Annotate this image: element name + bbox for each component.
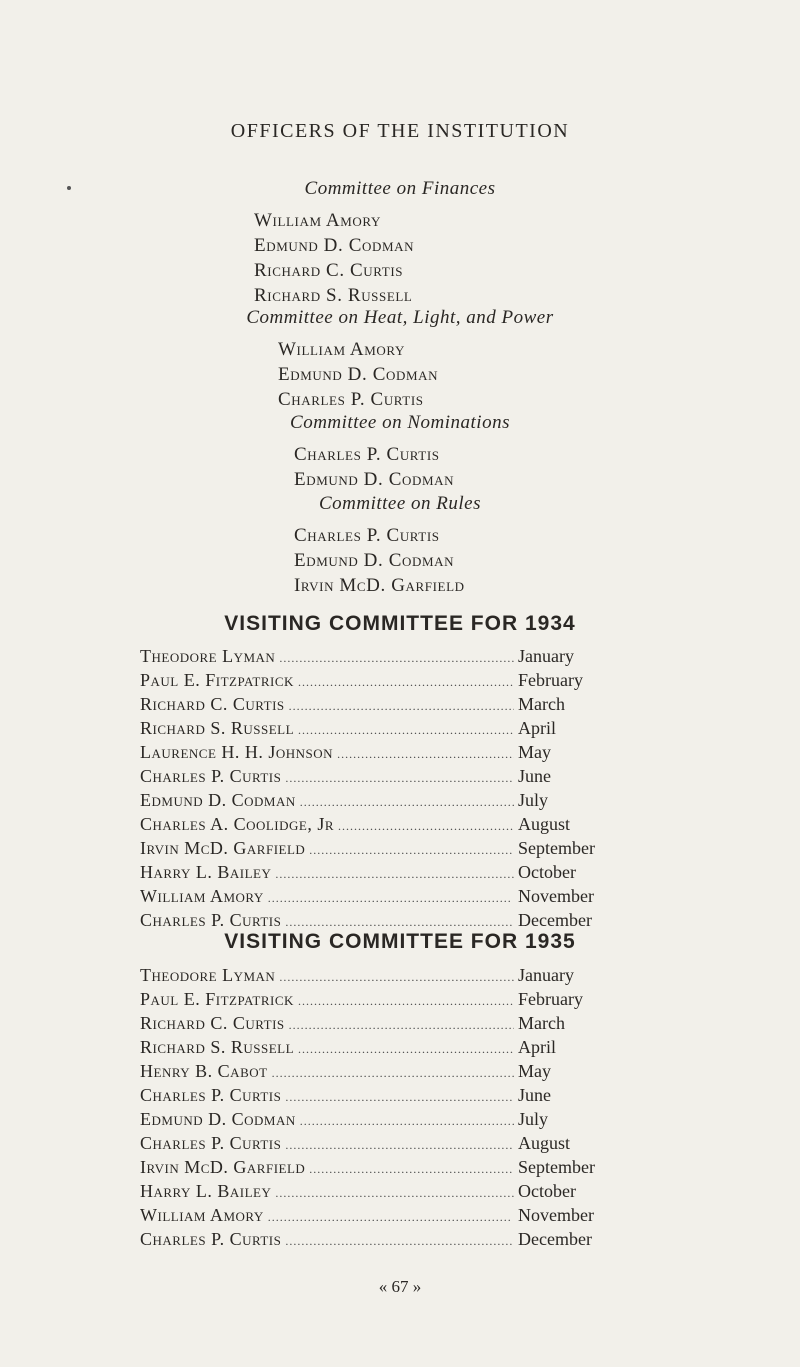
leader-dots [285,1138,514,1153]
committee-nominations [0,412,800,492]
visiting-1934-header: VISITING COMMITTEE FOR 1934 [224,612,576,635]
leader-dots [275,867,514,882]
leader-dots [285,915,514,930]
visiting-row [140,1037,620,1061]
leader-dots [285,771,514,786]
leader-dots [289,1018,514,1033]
visiting-name: Richard S. Russell [140,1037,295,1057]
visiting-name: Irvin McD. Garfield [140,1157,306,1177]
visiting-row [140,790,620,814]
visiting-name: Richard C. Curtis [140,694,285,714]
committee-member: Charles P. Curtis [278,389,424,410]
leader-dots [298,723,514,738]
leader-dots [309,843,514,858]
visiting-month: March [518,1013,565,1033]
visiting-row [140,1109,620,1133]
visiting-month: December [518,910,592,930]
visiting-month: September [518,838,595,858]
leader-dots [338,819,514,834]
visiting-name: Theodore Lyman [140,965,276,985]
visiting-row [140,718,620,742]
visiting-month: April [518,1037,556,1057]
visiting-month: March [518,694,565,714]
visiting-month: February [518,670,583,690]
visiting-month: August [518,1133,571,1153]
visiting-month: April [518,718,556,738]
visiting-1934-list [140,646,620,934]
page-title: OFFICERS OF THE INSTITUTION [230,120,570,142]
visiting-name: Paul E. Fitzpatrick [140,670,294,690]
visiting-row [140,670,620,694]
visiting-1935-header: VISITING COMMITTEE FOR 1935 [224,930,576,953]
visiting-row [140,646,620,670]
leader-dots [298,994,514,1009]
visiting-row [140,838,620,862]
visiting-row [140,1181,620,1205]
committee-title: Committee on Heat, Light, and Power [246,307,554,328]
visiting-name: Charles P. Curtis [140,1085,282,1105]
visiting-month: May [518,742,551,762]
visiting-name: Theodore Lyman [140,646,276,666]
leader-dots [268,1210,514,1225]
visiting-month: January [518,646,574,666]
leader-dots [300,795,514,810]
visiting-name: Edmund D. Codman [140,1109,296,1129]
visiting-month: November [518,1205,594,1225]
visiting-name: Charles P. Curtis [140,910,282,930]
visiting-name: Richard S. Russell [140,718,295,738]
leader-dots [337,747,514,762]
visiting-month: November [518,886,594,906]
leader-dots [268,891,514,906]
visiting-name: Laurence H. H. Johnson [140,742,334,762]
visiting-row [140,1061,620,1085]
visiting-name: Charles P. Curtis [140,1133,282,1153]
visiting-month: July [518,790,549,810]
page-number: « 67 » [378,1277,422,1296]
visiting-name: Edmund D. Codman [140,790,296,810]
visiting-month: September [518,1157,595,1177]
visiting-name: Harry L. Bailey [140,862,272,882]
committee-member: Edmund D. Codman [278,364,439,385]
visiting-1935-list [140,965,620,1253]
visiting-name: Henry B. Cabot [140,1061,268,1081]
committee-member: William Amory [254,210,381,231]
visiting-month: February [518,989,583,1009]
committee-member: William Amory [278,339,405,360]
committee-member: Charles P. Curtis [294,525,440,546]
leader-dots [298,675,514,690]
visiting-name: Harry L. Bailey [140,1181,272,1201]
visiting-name: Irvin McD. Garfield [140,838,306,858]
visiting-name: Paul E. Fitzpatrick [140,989,294,1009]
leader-dots [285,1234,514,1249]
committee-member: Richard S. Russell [254,285,413,306]
visiting-row [140,814,620,838]
leader-dots [272,1066,514,1081]
leader-dots [300,1114,514,1129]
visiting-row [140,694,620,718]
visiting-month: October [518,1181,576,1201]
leader-dots [298,1042,514,1057]
leader-dots [285,1090,514,1105]
visiting-month: June [518,1085,551,1105]
committee-member: Edmund D. Codman [294,469,455,490]
visiting-name: Charles A. Coolidge, Jr [140,814,335,834]
committee-member: Richard C. Curtis [254,260,404,281]
visiting-name: William Amory [140,1205,264,1225]
leader-dots [309,1162,514,1177]
leader-dots [275,1186,514,1201]
visiting-month: December [518,1229,592,1249]
committee-title: Committee on Nominations [290,412,510,433]
visiting-row [140,1133,620,1157]
visiting-row [140,1085,620,1109]
visiting-name: Richard C. Curtis [140,1013,285,1033]
committee-rules [0,493,800,598]
visiting-month: May [518,1061,551,1081]
committee-member: Edmund D. Codman [254,235,415,256]
visiting-row [140,1229,620,1253]
visiting-month: October [518,862,576,882]
visiting-row [140,766,620,790]
leader-dots [279,651,514,666]
visiting-row [140,1157,620,1181]
visiting-month: June [518,766,551,786]
committee-member: Charles P. Curtis [294,444,440,465]
visiting-row [140,862,620,886]
leader-dots [279,970,514,985]
committee-title: Committee on Rules [318,493,482,514]
visiting-row [140,1013,620,1037]
visiting-row [140,742,620,766]
visiting-row [140,965,620,989]
visiting-row [140,886,620,910]
visiting-row [140,1205,620,1229]
committee-member: Edmund D. Codman [294,550,455,571]
committee-finances [0,178,800,308]
visiting-row [140,989,620,1013]
visiting-name: Charles P. Curtis [140,1229,282,1249]
visiting-month: August [518,814,571,834]
visiting-name: Charles P. Curtis [140,766,282,786]
visiting-month: January [518,965,574,985]
visiting-name: William Amory [140,886,264,906]
committee-heat-light-power [0,307,800,412]
committee-member: Irvin McD. Garfield [294,575,465,596]
leader-dots [289,699,514,714]
committee-title: Committee on Finances [304,178,496,199]
visiting-month: July [518,1109,549,1129]
